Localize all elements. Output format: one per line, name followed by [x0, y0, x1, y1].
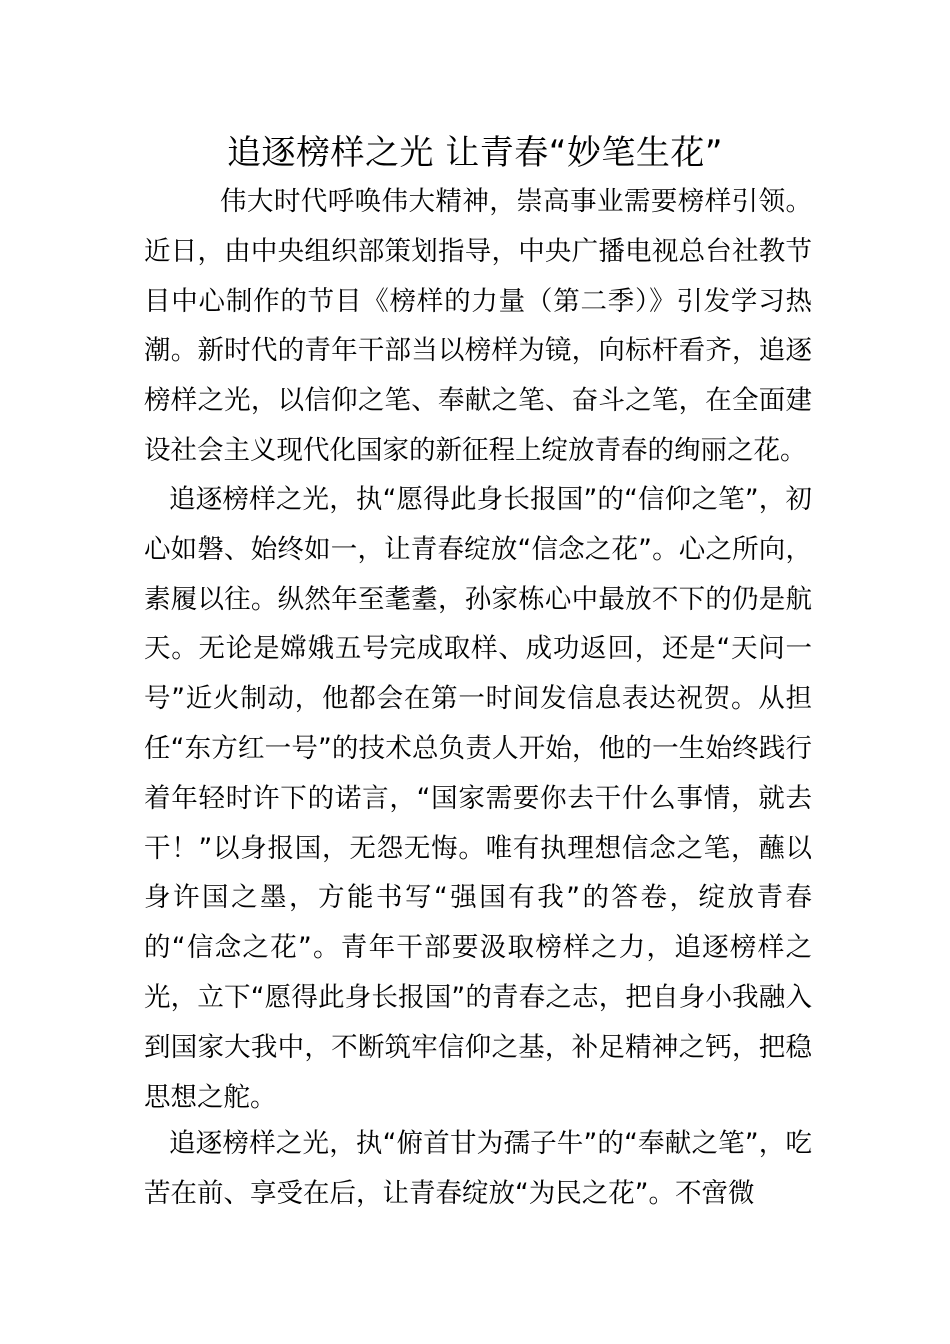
paragraph-intro: 伟大时代呼唤伟大精神，崇高事业需要榜样引领。近日，由中央组织部策划指导，中央广播电视总台社教节目中心制作的节目《榜样的力量（第二季）》引发学习热潮。新时代的青年干部当以榜样为镜，向标杆看齐，追逐榜样之光，以信仰之笔、奉献之笔、奋斗之笔，在全面建设社会主义现代化国家的新征程上绽放青春的绚丽之花。 — [144, 186, 812, 466]
paragraph-dedication: 追逐榜样之光，执“俯首甘为孺子牛”的“奉献之笔”，吃苦在前、享受在后，让青春绽放“为民之花”。不啻微 — [144, 1128, 812, 1209]
document-title: 追逐榜样之光 让青春“妙笔生花” — [226, 133, 724, 173]
paragraph-faith: 追逐榜样之光，执“愿得此身长报国”的“信仰之笔”，初心如磐、始终如一，让青春绽放“信念之花”。心之所向，素履以往。纵然年至耄耋，孙家栋心中最放不下的仍是航天。无论是嫦娥五号完成取样、成功返回，还是“天问一号”近火制动，他都会在第一时间发信息表达祝贺。从担任“东方红一号”的技术总负责人开始，他的一生始终践行着年轻时许下的诺言，“国家需要你去干什么事情，就去干！”以身报国，无怨无悔。唯有执理想信念之笔，蘸以身许国之墨，方能书写“强国有我”的答卷，绽放青春的“信念之花”。青年干部要汲取榜样之力，追逐榜样之光，立下“愿得此身长报国”的青春之志，把自身小我融入到国家大我中，不断筑牢信仰之基，补足精神之钙，把稳思想之舵。 — [144, 484, 812, 1113]
